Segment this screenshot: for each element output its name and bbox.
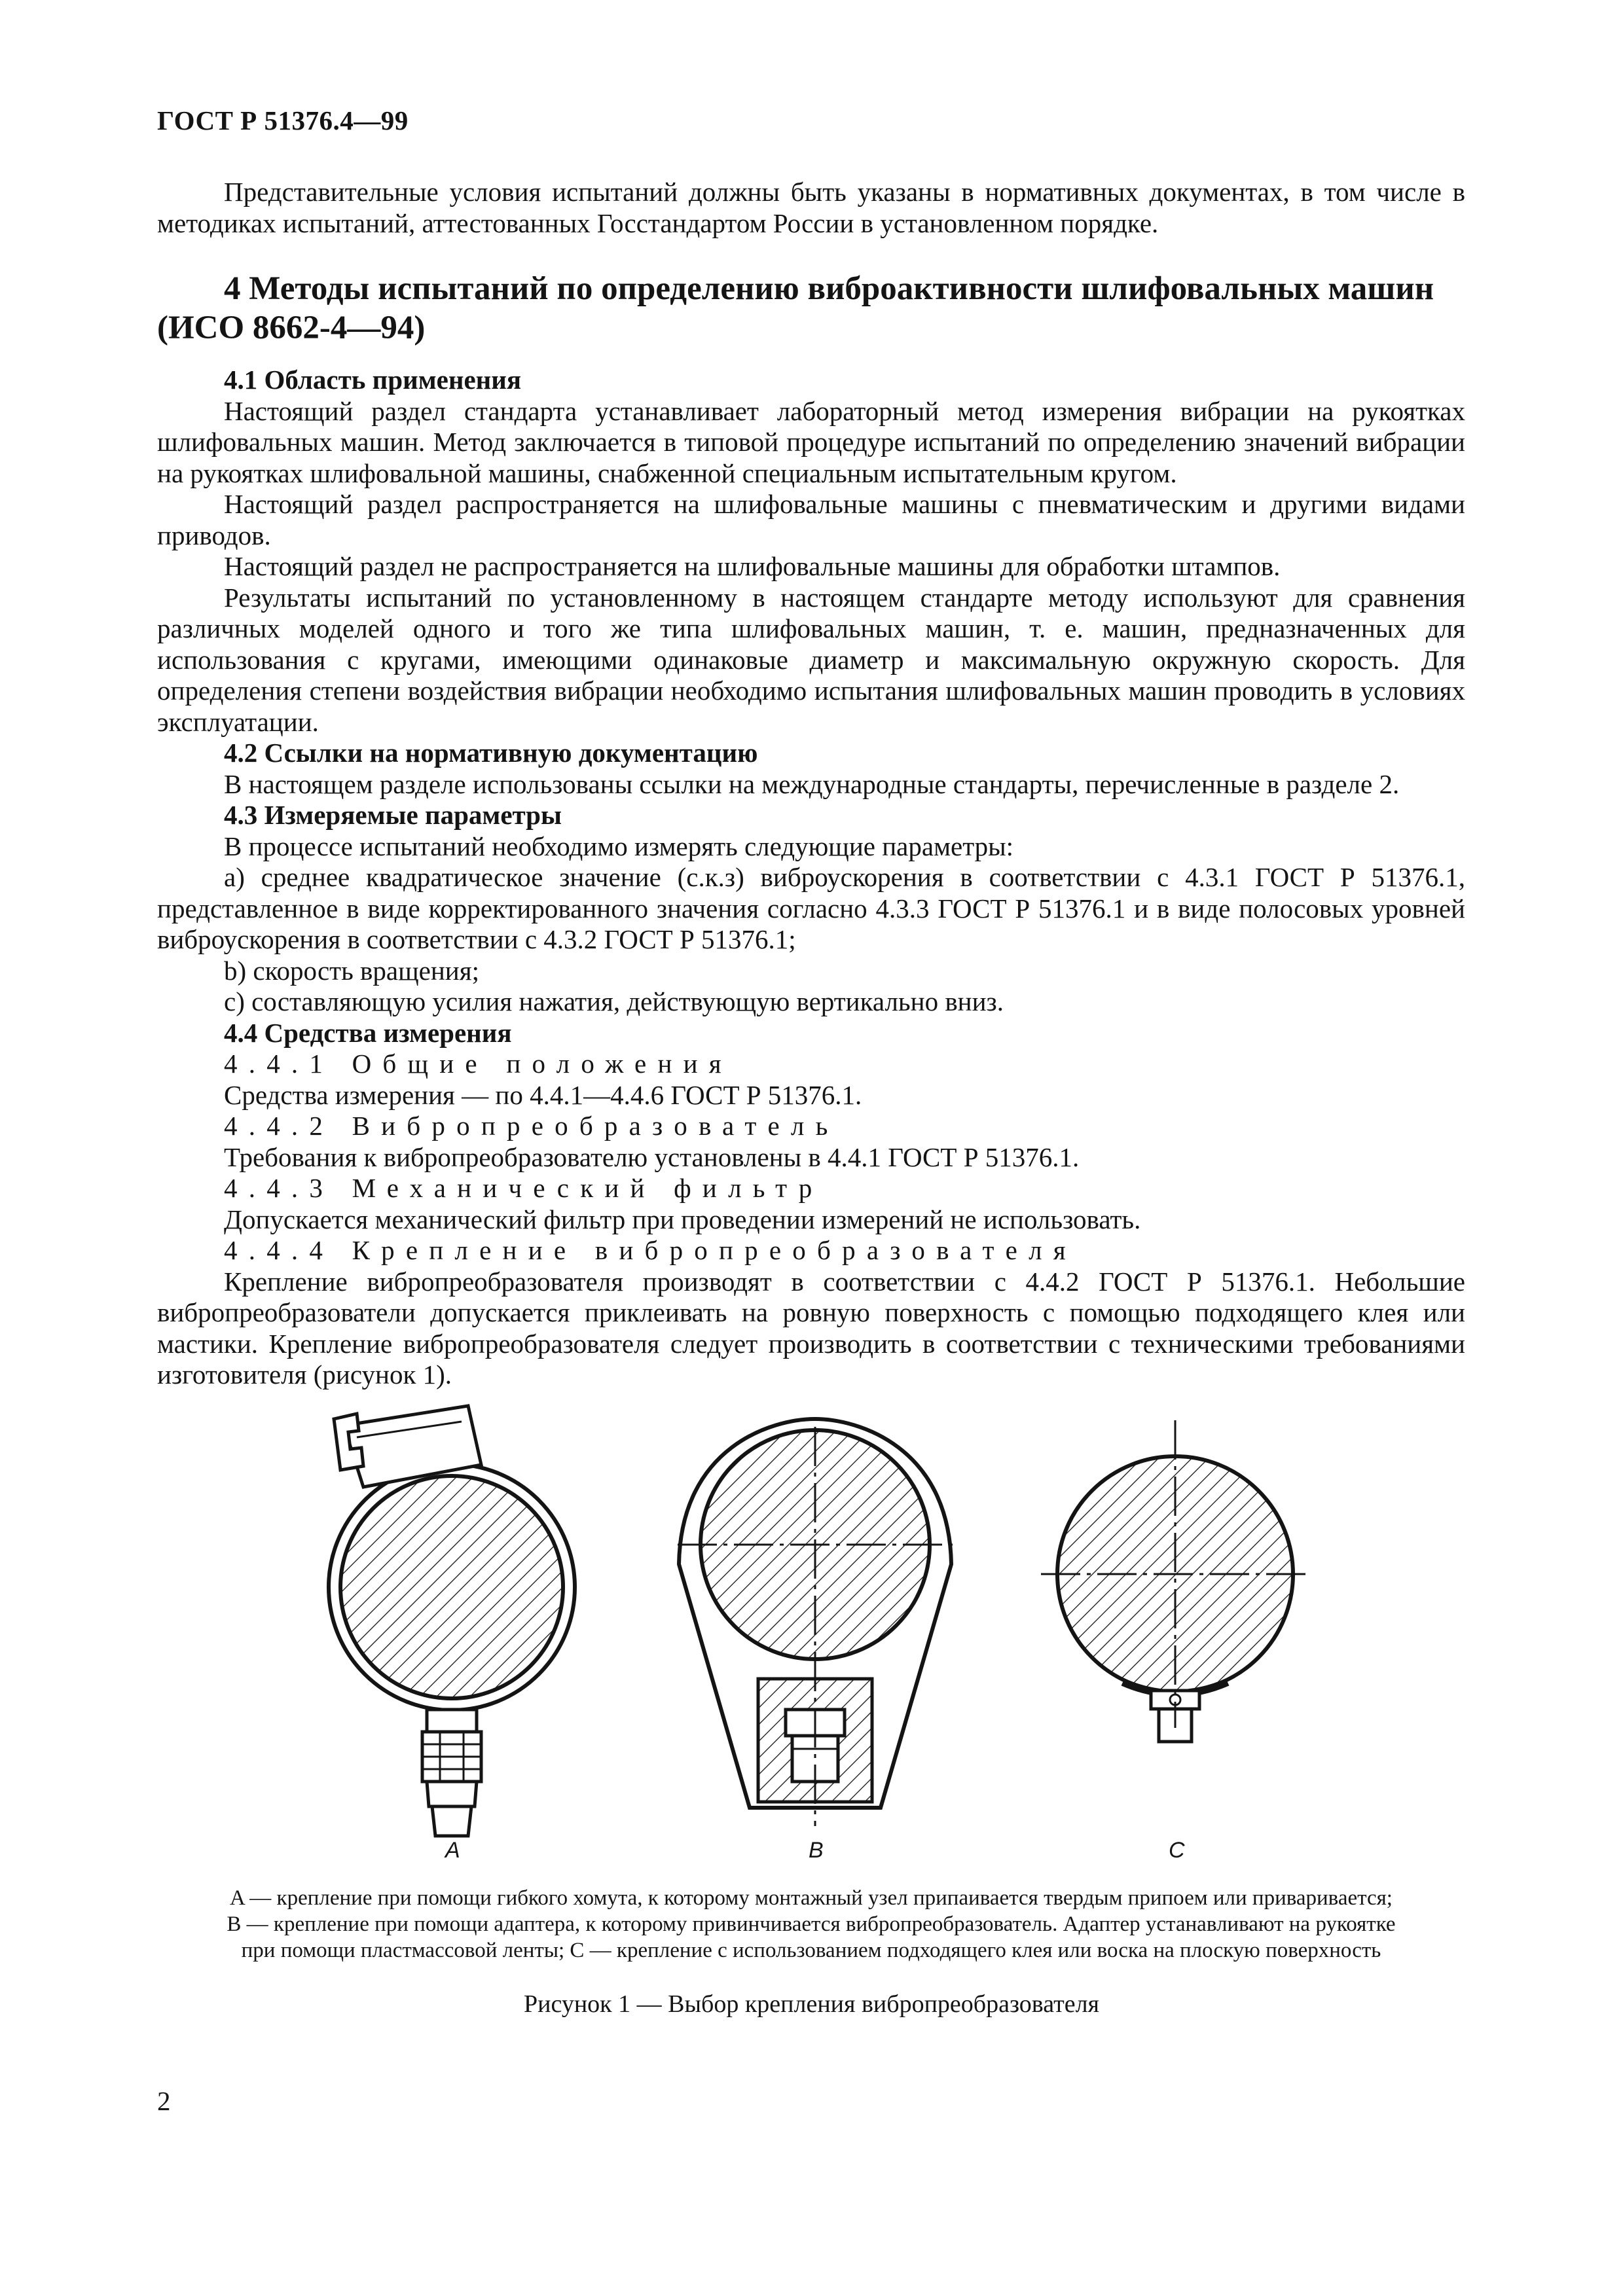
s4-4-2-text: Требования к вибропреобразователю установлены в 4.4.1 ГОСТ Р 51376.1. [224, 1141, 1080, 1172]
s4-1-paragraph-4: Результаты испытаний по установленному в настоящем стандарте методу используют для сравнения различных моделей одного и того же типа шлифовальных машин, т. е. машин, предназначенных для использования с кругами, имеющими одинаковые диаметр и максимальную окружную скорость. Для определения степени воздействия вибрации необходимо испытания шлифовальных машин проводить в условиях эксплуатации. [157, 582, 1465, 737]
intro-paragraph: Представительные условия испытаний должны быть указаны в нормативных документах, в том числе в методиках испытаний, аттестованных Госстандартом России в установленном порядке. [157, 177, 1465, 238]
document-id-header: ГОСТ Р 51376.4—99 [157, 105, 409, 135]
s4-3-item-b: b) скорость вращения; [224, 955, 479, 986]
page-number: 2 [157, 2086, 171, 2116]
figure-title: Рисунок 1 — Выбор крепления вибропреобразователя [523, 1990, 1100, 2018]
s4-3-item-c: с) составляющую усилия нажатия, действующую вертикально вниз. [224, 986, 1004, 1016]
figure-label-a: A [445, 1838, 460, 1863]
s4-1-paragraph-2: Настоящий раздел распространяется на шлифовальные машины с пневматическим и другими видами приводов. [157, 489, 1465, 550]
s4-4-3-title: 4.4.3 Механический фильтр [224, 1173, 824, 1203]
s4-2-paragraph: В настоящем разделе использованы ссылки на международные стандарты, перечисленные в разделе 2. [224, 768, 1400, 799]
s4-1-paragraph-3: Настоящий раздел не распространяется на шлифовальные машины для обработки штампов. [224, 551, 1281, 581]
caption-line-2: B — крепление при помощи адаптера, к которому привинчивается вибропреобразователь. Адаптер устанавливают на рукоятке [227, 1912, 1396, 1936]
section-4-1-heading: 4.1 Область применения [224, 365, 522, 395]
s4-3-item-a: а) среднее квадратическое значение (с.к.з) виброускорения в соответствии с 4.3.1 ГОСТ Р 51376.1, представленное в виде корректированного значения согласно 4.3.3 ГОСТ Р 51376.1 и в виде полосовых уровней виброускорения в соответствии с 4.3.2 ГОСТ Р 51376.1; [157, 862, 1465, 954]
caption-line-3: при помощи пластмассовой ленты; C — крепление с использованием подходящего клея или воска на плоскую поверхность [241, 1939, 1381, 1962]
mounting-variant-b-drawing [678, 1419, 953, 1826]
caption-line-1: A — крепление при помощи гибкого хомута, к которому монтажный узел припаивается твердым припоем или приваривается; [230, 1886, 1393, 1910]
s4-4-1-title: 4.4.1 Общие положения [224, 1049, 733, 1079]
s4-4-4-text: Крепление вибропреобразователя производят в соответствии с 4.4.2 ГОСТ Р 51376.1. Небольшие вибропреобразователи допускается приклеивать на ровную поверхность с помощью подходящего клея или мастики. Крепление вибропреобразователя следует производить в соответствии с техническими требованиями изготовителя (рисунок 1). [157, 1266, 1465, 1390]
section-4-2-heading: 4.2 Ссылки на нормативную документацию [224, 738, 758, 768]
s4-4-1-text: Средства измерения — по 4.4.1—4.4.6 ГОСТ Р 51376.1. [224, 1079, 862, 1110]
figure-label-b: B [809, 1838, 824, 1863]
s4-1-paragraph-1: Настоящий раздел стандарта устанавливает лабораторный метод измерения вибрации на рукоятках шлифовальных машин. Метод заключается в типовой процедуре испытаний по определению значений вибрации на рукоятках шлифовальной машины, снабженной специальным испытательным кругом. [157, 395, 1465, 488]
text-body [157, 177, 1465, 1391]
section-4-3-heading: 4.3 Измеряемые параметры [224, 800, 562, 830]
section-4-4-heading: 4.4 Средства измерения [224, 1017, 512, 1048]
s4-4-3-text: Допускается механический фильтр при проведении измерений не использовать. [224, 1204, 1141, 1234]
s4-4-2-title: 4.4.2 Вибропреобразователь [224, 1111, 839, 1141]
mounting-variant-a-drawing [329, 1406, 575, 1836]
section-4-title: 4 Методы испытаний по определению виброактивности шлифовальных машин (ИСО 8662-4—94) [157, 270, 1434, 346]
figure-1-drawing [0, 1374, 1623, 1872]
figure-caption [157, 1885, 1465, 1964]
figure-label-c: C [1169, 1838, 1185, 1863]
mounting-variant-c-drawing [1041, 1420, 1309, 1742]
s4-4-4-title: 4.4.4 Крепление вибропреобразователя [224, 1235, 1077, 1265]
s4-3-lead: В процессе испытаний необходимо измерять следующие параметры: [224, 831, 1014, 861]
